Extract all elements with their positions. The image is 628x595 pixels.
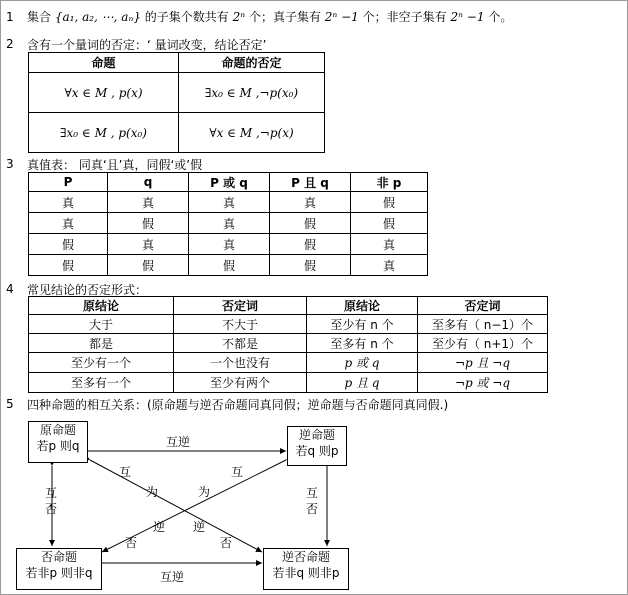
box-formula: 若非p 则非q (25, 566, 93, 580)
section-2-number: 2 (6, 37, 14, 51)
table-cell: 真 (270, 192, 351, 213)
box-formula: 若q 则p (295, 444, 339, 458)
table-cell: 假 (270, 234, 351, 255)
table-header: 否定词 (418, 297, 548, 315)
table-cell: 真 (351, 234, 428, 255)
contrapositive-proposition-box (263, 548, 349, 590)
table-header: 否定词 (174, 297, 307, 315)
section-5-title: 四种命题的相互关系：(原命题与逆否命题同真同假；逆命题与否命题同真同假.) (27, 398, 449, 412)
table-header: P 或 q (189, 173, 270, 192)
table-cell: ∃x₀ ∈ M ,¬p(x₀) (179, 73, 325, 113)
table-cell: 至少有（ n+1）个 (418, 334, 548, 353)
table-cell: 一个也没有 (174, 353, 307, 373)
table-cell: 真 (189, 192, 270, 213)
table-cell: ∃x₀ ∈ M , p(x₀) (29, 113, 179, 153)
table-cell: 假 (29, 234, 108, 255)
box-title: 逆否命题 (281, 550, 330, 564)
table-cell: 假 (108, 255, 189, 276)
table-header: 命题 (29, 53, 179, 73)
table-cell: 假 (189, 255, 270, 276)
table-cell: 假 (351, 213, 428, 234)
section-3-title: 真值表： 同真‘且’真，同假‘或’假 (27, 158, 203, 172)
box-formula: 若非q 则非p (272, 566, 340, 580)
label-left-1: 互 (45, 486, 58, 500)
inverse-proposition-box (16, 548, 102, 590)
table-cell: 真 (108, 192, 189, 213)
label-diag-wei-left: 为 (146, 485, 159, 499)
table-cell: 都是 (29, 334, 174, 353)
table-header: 原结论 (307, 297, 418, 315)
table-cell: 假 (108, 213, 189, 234)
box-title: 否命题 (40, 550, 77, 564)
table-cell: p 且 q (307, 373, 418, 393)
section-4-title: 常见结论的否定形式： (27, 283, 148, 297)
table-cell: 真 (29, 213, 108, 234)
label-right-2: 否 (306, 502, 319, 516)
table-cell: ¬p 或 ¬q (418, 373, 548, 393)
table-header: 非 p (351, 173, 428, 192)
table-cell: 真 (108, 234, 189, 255)
label-diag-ni-right: 逆 (193, 520, 206, 534)
s1-text4: 个。 (488, 10, 513, 24)
label-diag-ni-left: 逆 (153, 520, 166, 534)
table-cell: 真 (29, 192, 108, 213)
table-cell: 假 (270, 213, 351, 234)
s1-text2: 个；真子集有 (248, 10, 321, 24)
label-converse-bottom: 互逆 (160, 570, 185, 584)
label-diag-hu-right: 互 (231, 465, 244, 479)
table-cell: 至少有 n 个 (307, 315, 418, 334)
s1-text1: 的子集个数共有 (144, 10, 229, 24)
label-diag-wei-right: 为 (198, 485, 211, 499)
label-diag-fou-left: 否 (125, 536, 138, 550)
table-cell: 假 (351, 192, 428, 213)
table-cell: 至少有一个 (29, 353, 174, 373)
table-cell: 大于 (29, 315, 174, 334)
table-cell: 真 (189, 213, 270, 234)
label-left-2: 否 (45, 502, 58, 516)
s1-pow3: 2ⁿ −1 (450, 10, 485, 24)
table-cell: ∀x ∈ M , p(x) (29, 73, 179, 113)
converse-proposition-box (287, 426, 347, 466)
table-cell: 至多有 n 个 (307, 334, 418, 353)
table-cell: 假 (270, 255, 351, 276)
table-header: q (108, 173, 189, 192)
table-cell: 真 (351, 255, 428, 276)
table-cell: 至少有两个 (174, 373, 307, 393)
table-cell: ∀x ∈ M ,¬p(x) (179, 113, 325, 153)
s1-set: {a₁, a₂, ⋯, aₙ} (54, 10, 141, 24)
original-proposition-box (28, 421, 88, 463)
s1-text3: 个；非空子集有 (362, 10, 447, 24)
section-2-title: 含有一个量词的否定：‘ 量词改变，结论否定’ (27, 38, 267, 52)
section-1-number: 1 (6, 10, 14, 24)
s1-pow2: 2ⁿ −1 (324, 10, 359, 24)
table-cell: 假 (29, 255, 108, 276)
box-formula: 若p 则q (36, 439, 80, 453)
label-diag-hu-left: 互 (119, 465, 132, 479)
table-cell: 不都是 (174, 334, 307, 353)
table-cell: ¬p 且 ¬q (418, 353, 548, 373)
table-cell: 至多有一个 (29, 373, 174, 393)
table-cell: 真 (189, 234, 270, 255)
table-cell: p 或 q (307, 353, 418, 373)
table-cell: 不大于 (174, 315, 307, 334)
table-header: P (29, 173, 108, 192)
section-5-number: 5 (6, 397, 14, 411)
section-4-number: 4 (6, 282, 14, 296)
box-title: 原命题 (39, 423, 76, 437)
label-converse-top: 互逆 (166, 435, 191, 449)
label-diag-fou-right: 否 (220, 536, 233, 550)
section-3-number: 3 (6, 157, 14, 171)
table-header: 原结论 (29, 297, 174, 315)
table-cell: 至多有（ n−1）个 (418, 315, 548, 334)
s1-prefix: 集合 (27, 10, 52, 24)
table-header: P 且 q (270, 173, 351, 192)
s1-pow: 2ⁿ (232, 10, 246, 24)
box-title: 逆命题 (298, 428, 335, 442)
table-header: 命题的否定 (179, 53, 325, 73)
label-right-1: 互 (306, 486, 319, 500)
